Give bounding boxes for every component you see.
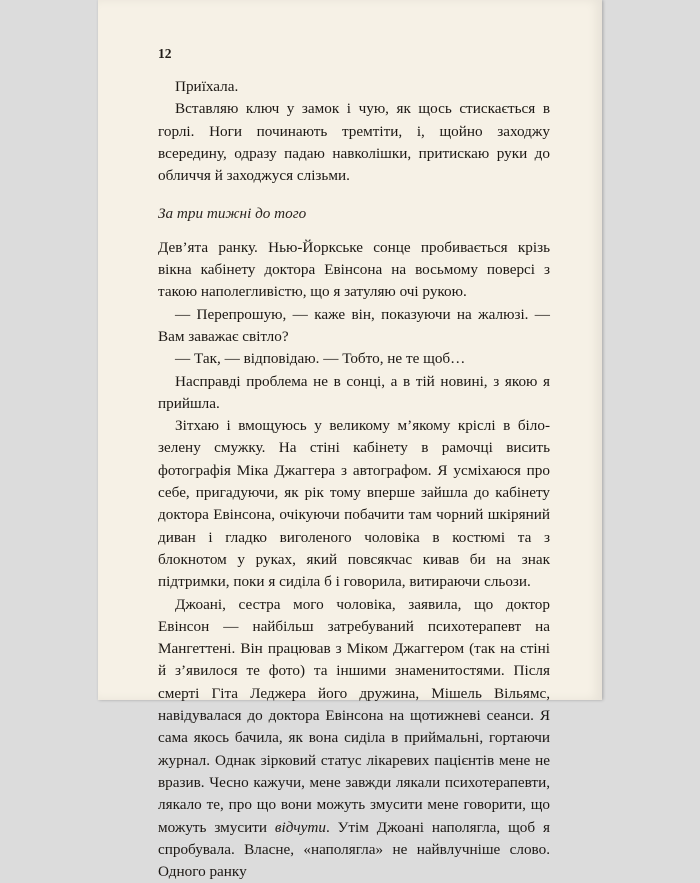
section-heading: За три тижні до того xyxy=(158,205,307,223)
dialogue-line: — Так, — відповідаю. — Тобто, не те щоб… xyxy=(175,350,466,368)
paragraph-text: Джоані, сестра мого чоловіка, заявила, що доктор Евінсон — найбільш затребуваний психотерапевт на Мангеттені. Він працював з Міком Джаггером (так на стіні й з’явилося те фото) та іншими знаменитостями. Після смерті Гіта Леджера його дружина, Мішель Вільямс, навідувалася до доктора Евінсона на щотижневі сеанси. Я сама якось бачила, як вона сиділа в приймальні, гортаючи журнал. Однак зірковий статус лікаревих пацієнтів мене не вразив. Чесно кажучи, мене завжди лякали психотерапевти, лякало те, про що вони можуть змусити мене говорити, що можуть змусити xyxy=(158,595,550,836)
paragraph: Насправді проблема не в сонці, а в тій новині, з якою я прийшла. xyxy=(158,372,550,412)
paragraph xyxy=(158,594,550,883)
dialogue-line: — Перепрошую, — каже він, показуючи на жалюзі. — Вам заважає світло? xyxy=(158,305,550,345)
paragraph: Зітхаю і вмощуюсь у великому м’якому кріслі в біло-зелену смужку. На стіні кабінету в рамочці висить фотографія Міка Джаггера з автографом. Я усміхаюся про себе, пригадуючи, як рік тому вперше зайшла до кабінету доктора Евінсона, очікуючи побачити там чорний шкіряний диван і гладко виголеного чоловіка в костюмі та з блокнотом у руках, який повсякчас кивав би на знак підтримки, поки я сиділа б і говорила, витираючи сльози. xyxy=(158,417,550,591)
emphasis-text: відчути xyxy=(274,818,326,836)
paragraph: Вставляю ключ у замок і чую, як щось стискається в горлі. Ноги починають тремтіти, і, щойно заходжу всередину, одразу падаю навколішки, притискаю руки до обличчя й заходжуся слізьми. xyxy=(158,100,550,185)
paragraph: Приїхала. xyxy=(175,78,239,95)
paragraph-text-cont: . Утім Джоані наполягла, щоб я спробувала. Власне, «наполягла» не найвлучніше слово. Одного ранку xyxy=(158,818,550,881)
book-page xyxy=(98,0,602,881)
paragraph: Дев’ята ранку. Нью-Йоркське сонце пробивається крізь вікна кабінету доктора Евінсона на восьмому поверсі з такою наполегливістю, що я затуляю очі рукою. xyxy=(158,238,550,301)
text-block xyxy=(158,76,550,883)
page-number: 12 xyxy=(158,46,172,61)
